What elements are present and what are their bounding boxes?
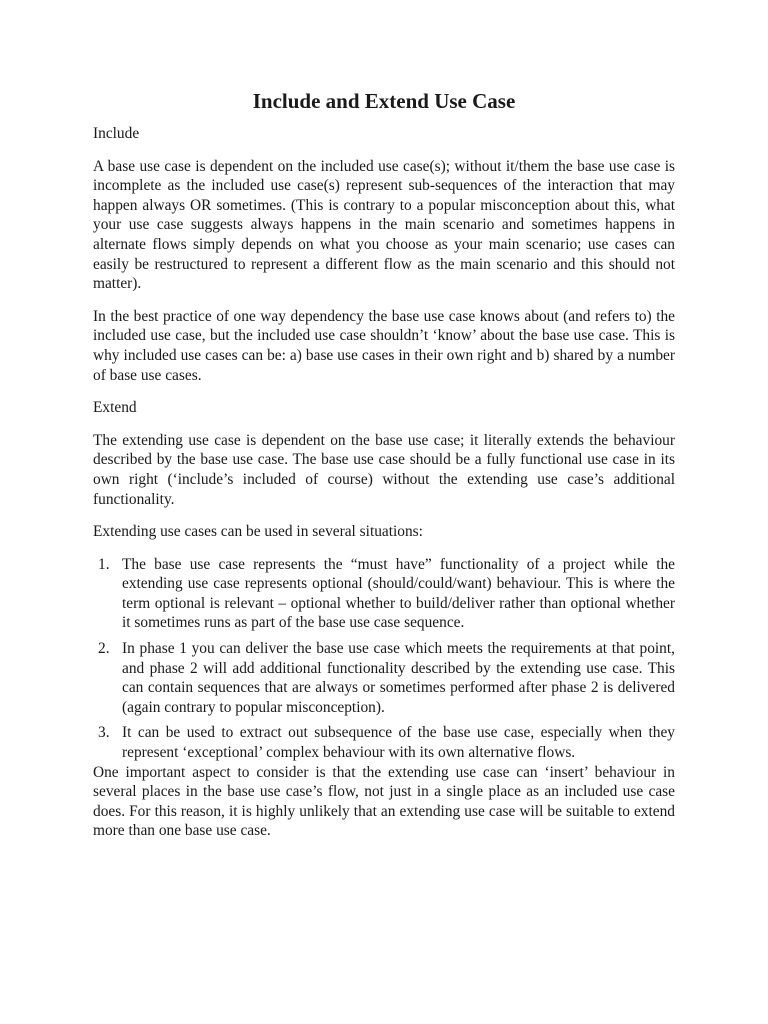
include-paragraph-2: In the best practice of one way dependency the base use case knows about (and refers to) the included use case, but the included use case shouldn’t ‘know’ about the base use case. This is why included use cases can be: a) base use cases in their own right and b) shared by a number of base use cases. — [93, 307, 675, 384]
list-item — [93, 639, 675, 717]
list-item — [93, 555, 675, 633]
include-paragraph-1: A base use case is dependent on the included use case(s); without it/them the base use case is incomplete as the included use case(s) represent sub-sequences of the interaction that may happen always OR sometimes. (This is contrary to a popular misconception about this, what your use case suggests always happens in the main scenario and sometimes happens in alternate flows simply depends on what you choose as your main scenario; use cases can easily be restructured to represent a different flow as the main scenario and this should not matter). — [93, 157, 675, 293]
situations-list — [93, 555, 675, 763]
list-item-text: The base use case represents the “must have” functionality of a project while the extending use case represents optional (should/could/want) behaviour. This is where the term optional is relevant – optional whether to build/deliver rather than optional whether it sometimes runs as part of the base use case sequence. — [122, 555, 675, 632]
list-item-number: 3. — [98, 724, 110, 742]
include-heading: Include — [93, 125, 140, 142]
list-item — [93, 723, 675, 762]
extend-paragraph-2: Extending use cases can be used in several situations: — [93, 523, 423, 541]
document-title: Include and Extend Use Case — [252, 89, 516, 113]
list-item-number: 2. — [98, 640, 110, 658]
document-page — [93, 88, 675, 854]
list-item-text: In phase 1 you can deliver the base use case which meets the requirements at that point, and phase 2 will add additional functionality described by the extending use case. This can contain sequences that are always or sometimes performed after phase 2 is delivered (again contrary to popular misconception). — [122, 640, 675, 716]
list-item-number: 1. — [98, 555, 110, 573]
closing-paragraph: One important aspect to consider is that the extending use case can ‘insert’ behaviour in several places in the base use case’s flow, not just in a single place as an included use case does. For this reason, it is highly unlikely that an extending use case will be suitable to extend more than one base use case. — [93, 763, 675, 840]
list-item-text: It can be used to extract out subsequence of the base use case, especially when they represent ‘exceptional’ complex behaviour with its own alternative flows. — [122, 724, 675, 762]
extend-heading: Extend — [93, 399, 137, 417]
extend-paragraph-1: The extending use case is dependent on the base use case; it literally extends the behaviour described by the base use case. The base use case should be a fully functional use case in its own right (‘include’s included of course) without the extending use case’s additional functionality. — [93, 431, 675, 508]
